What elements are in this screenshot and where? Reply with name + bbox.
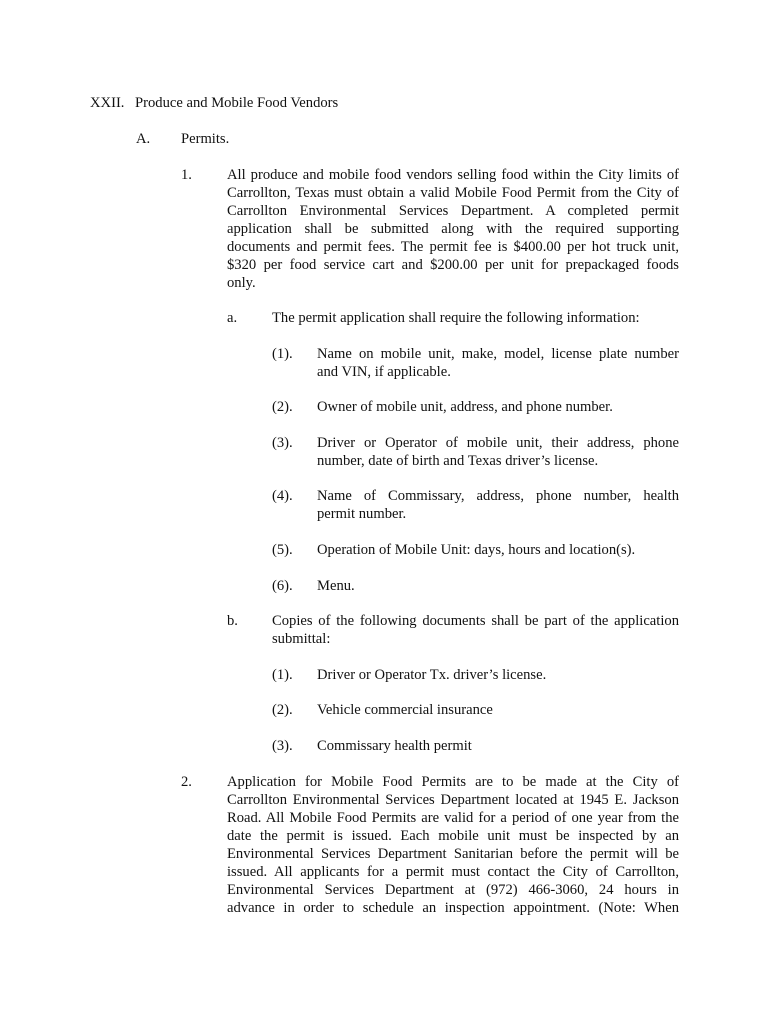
paragraph-line: issued. All applicants for a permit must contact the City of Carrollton, xyxy=(227,864,679,880)
paragraph-line: Environmental Services Department at (972) 466-3060, 24 hours in xyxy=(227,882,679,898)
paragraph-line: Driver or Operator of mobile unit, their address, phone xyxy=(317,435,679,451)
list-item-number: (3). xyxy=(272,738,293,754)
paragraph-line: Application for Mobile Food Permits are to be made at the City of xyxy=(227,774,679,790)
list-item-number: (1). xyxy=(272,667,293,683)
paragraph-line: $320 per food service cart and $200.00 per unit for prepackaged foods xyxy=(227,257,679,273)
paragraph-line: only. xyxy=(227,275,256,291)
paragraph-line: Carrollton, Texas must obtain a valid Mobile Food Permit from the City of xyxy=(227,185,679,201)
paragraph-line: permit number. xyxy=(317,506,407,522)
list-item-number: (2). xyxy=(272,399,293,415)
item-1-number: 1. xyxy=(181,167,192,183)
list-item-text: Operation of Mobile Unit: days, hours and location(s). xyxy=(317,542,636,558)
list-item-text: Vehicle commercial insurance xyxy=(317,702,493,718)
paragraph-line: Environmental Services Department Sanitarian before the permit will be xyxy=(227,846,679,862)
paragraph-line: Carrollton Environmental Services Department located at 1945 E. Jackson xyxy=(227,792,679,808)
list-item-text: Driver or Operator Tx. driver’s license. xyxy=(317,667,547,683)
list-item-number: (5). xyxy=(272,542,293,558)
section-numeral: XXII. xyxy=(90,95,125,111)
section-title: Produce and Mobile Food Vendors xyxy=(135,95,339,111)
item-2-paragraph xyxy=(227,773,679,917)
subsection-letter: A. xyxy=(136,131,151,147)
item-2-number: 2. xyxy=(181,774,192,790)
list-item-text: Commissary health permit xyxy=(317,738,472,754)
item-1b-text xyxy=(272,612,679,648)
list-item-text xyxy=(317,487,679,523)
paragraph-line: and VIN, if applicable. xyxy=(317,364,451,380)
list-item-text: Owner of mobile unit, address, and phone number. xyxy=(317,399,613,415)
paragraph-line: documents and permit fees. The permit fee is $400.00 per hot truck unit, xyxy=(227,239,679,255)
list-item-number: (6). xyxy=(272,578,293,594)
paragraph-line: Name on mobile unit, make, model, license plate number xyxy=(317,346,679,362)
list-item-number: (2). xyxy=(272,702,293,718)
item-1a-text: The permit application shall require the following information: xyxy=(272,310,640,326)
list-item-number: (4). xyxy=(272,488,293,504)
list-item-text xyxy=(317,345,679,381)
paragraph-line: date the permit is issued. Each mobile unit must be inspected by an xyxy=(227,828,679,844)
list-item-text: Menu. xyxy=(317,578,355,594)
list-item-text xyxy=(317,434,679,470)
list-item-number: (3). xyxy=(272,435,293,451)
paragraph-line: number, date of birth and Texas driver’s license. xyxy=(317,453,599,469)
list-item-number: (1). xyxy=(272,346,293,362)
paragraph-line: Road. All Mobile Food Permits are valid for a period of one year from the xyxy=(227,810,679,826)
paragraph-line: Copies of the following documents shall be part of the application xyxy=(272,613,679,629)
item-1-paragraph xyxy=(227,166,679,292)
paragraph-line: advance in order to schedule an inspection appointment. (Note: When xyxy=(227,900,679,916)
paragraph-line: Name of Commissary, address, phone number, health xyxy=(317,488,679,504)
subsection-title: Permits. xyxy=(181,131,230,147)
paragraph-line: submittal: xyxy=(272,631,331,647)
paragraph-line: All produce and mobile food vendors selling food within the City limits of xyxy=(227,167,679,183)
paragraph-line: Carrollton Environmental Services Department. A completed permit xyxy=(227,203,679,219)
item-1b-letter: b. xyxy=(227,613,238,629)
item-1a-letter: a. xyxy=(227,310,238,326)
paragraph-line: application shall be submitted along with the required supporting xyxy=(227,221,679,237)
